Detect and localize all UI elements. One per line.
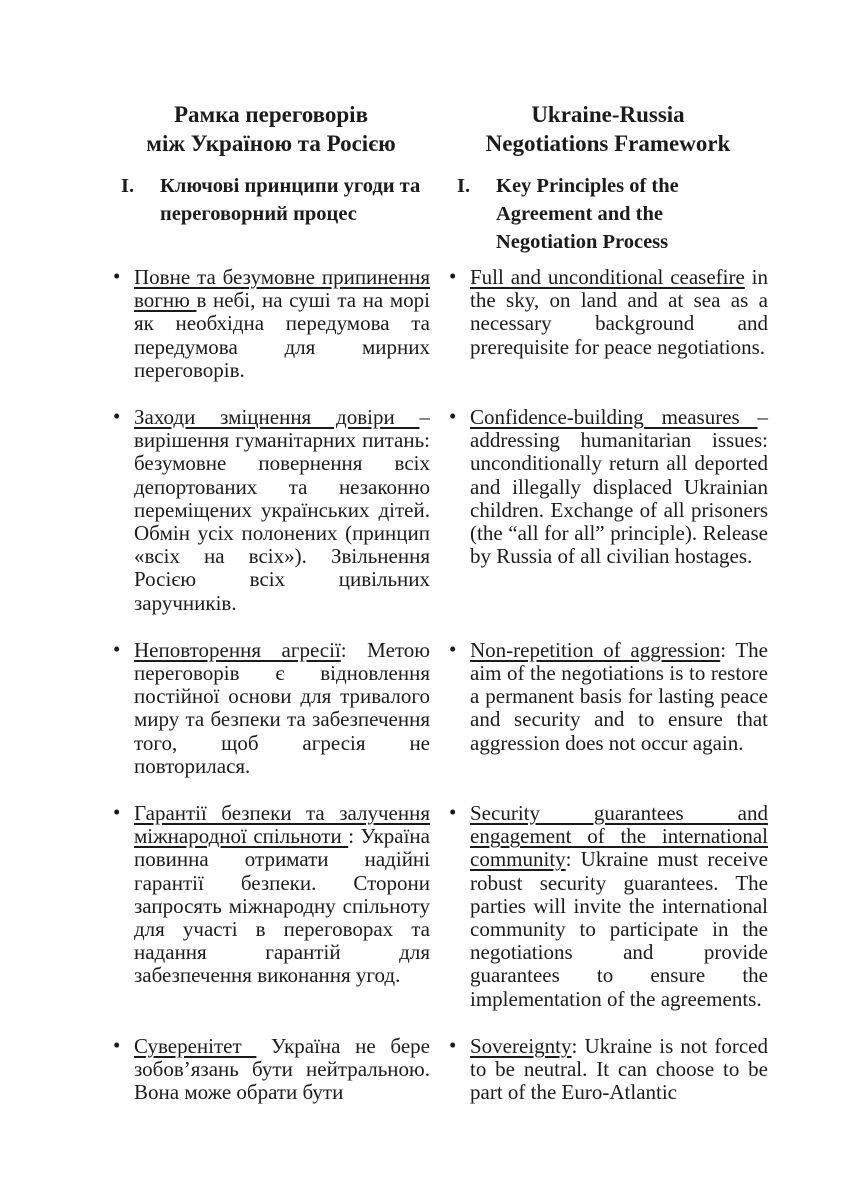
bullet-rest: in the sky, on land and at sea as a necessary background and prerequisite for peace negotiations. — [470, 265, 768, 359]
title-row — [112, 100, 768, 158]
section-title-uk-line-1: Ключові принципи угоди та — [160, 175, 421, 197]
section-heading-en — [448, 172, 768, 256]
title-uk-line-1: Рамка переговорів — [174, 102, 368, 127]
bullet-rest: : Ukraine must receive robust security guarantees. The parties will invite the international community to participate in the negotiations and provide guarantees to ensure the implementation of the agreements. — [470, 847, 768, 1011]
bullet-uk-confidence-measures — [112, 406, 430, 615]
section-title-en-line-1: Key Principles of the — [496, 175, 679, 197]
bullet-row-5 — [112, 1032, 768, 1105]
section-numeral-uk: I. — [121, 175, 135, 197]
bullet-rest: в небі, на суші та на морі як необхідна передумова та передумова для мирних переговорів. — [134, 288, 431, 382]
bullet-lead: Гарантії безпеки та залучення міжнародної спільноти — [134, 801, 430, 849]
bullet-lead: Non-repetition of aggression — [470, 637, 721, 662]
bullet-icon: • — [113, 1032, 121, 1057]
bullet-lead: Full and unconditional ceasefire — [470, 265, 745, 289]
bullet-row-4 — [112, 802, 768, 1011]
section-numeral-en: I. — [457, 175, 471, 197]
bullet-uk-non-repetition — [112, 636, 430, 778]
bullet-icon: • — [113, 404, 121, 429]
bullet-en-non-repetition — [448, 636, 768, 778]
title-en — [448, 100, 768, 158]
bullet-lead: Security guarantees and engagement of the international community — [470, 801, 768, 872]
bullet-lead: Sovereignty — [470, 1033, 572, 1058]
bullet-row-2 — [112, 406, 768, 615]
section-title-uk-line-2: переговорний процес — [160, 203, 357, 225]
bullet-icon: • — [113, 636, 121, 661]
bullet-uk-security-guarantees — [112, 802, 430, 1011]
bullet-icon: • — [113, 800, 121, 825]
document-content — [112, 100, 768, 1105]
section-heading-row — [112, 172, 768, 256]
title-uk — [112, 100, 430, 158]
bullet-rest: : Ukraine is not forced to be neutral. It can choose to be part of the Euro-Atlantic — [470, 1033, 768, 1105]
bullet-row-1 — [112, 266, 768, 382]
section-title-uk — [160, 172, 420, 256]
bullet-lead: Повне та безумовне припинення вогню — [134, 265, 430, 313]
bullet-rest: Україна не бере зобов’язань бути нейтральною. Вона може обрати бути — [134, 1033, 430, 1105]
bullet-icon: • — [449, 800, 457, 825]
title-en-line-2: Negotiations Framework — [485, 131, 731, 156]
bullet-rest: – вирішення гуманітарних питань: безумовне повернення всіх депортованих та незаконно переміщених українських дітей. Обмін усіх полонених (принцип «всіх на всіх»). Звільнення Росією всіх цивільних заручників. — [134, 405, 430, 615]
bullet-icon: • — [449, 404, 457, 429]
bullet-rest: – addressing humanitarian issues: unconditionally return all deported and illegally displaced Ukrainian children. Exchange of all prisoners (the “all for all” principle). Release by Russia of all civilian hostages. — [470, 405, 768, 569]
section-title-en — [496, 172, 679, 256]
section-title-en-line-2: Agreement and the — [496, 203, 664, 225]
bullet-lead: Суверенітет — [134, 1033, 257, 1058]
bullet-icon: • — [449, 636, 457, 661]
bullet-en-confidence-measures — [448, 406, 768, 615]
section-heading-uk — [112, 172, 430, 256]
section-title-en-line-3: Negotiation Process — [496, 231, 669, 253]
bullet-en-security-guarantees — [448, 802, 768, 1011]
bullet-lead: Неповторення агресії — [134, 637, 341, 662]
bullet-uk-sovereignty — [112, 1032, 430, 1105]
bullet-en-ceasefire — [448, 266, 768, 382]
bullet-rest: : Україна повинна отримати надійні гарантії безпеки. Сторони запросять міжнародну спільноту для участі в переговорах та надання гарантій для забезпечення виконання угод. — [134, 824, 430, 988]
bullet-icon: • — [449, 1032, 457, 1057]
bullet-lead: Заходи зміцнення довіри — [134, 405, 420, 430]
title-uk-line-2: між Україною та Росією — [146, 131, 396, 156]
bullet-rest: : Метою переговорів є відновлення постійної основи для тривалого миру та безпеки та забезпечення того, щоб агресія не повторилася. — [134, 637, 430, 778]
bullet-lead: Confidence-building measures — [470, 405, 758, 430]
bullet-en-sovereignty — [448, 1032, 768, 1105]
bullet-rest: : The aim of the negotiations is to restore a permanent basis for lasting peace and security and to ensure that aggression does not occur again. — [470, 637, 768, 755]
title-en-line-1: Ukraine-Russia — [531, 102, 685, 127]
bullet-icon: • — [449, 264, 457, 288]
bullet-icon: • — [113, 264, 121, 288]
bullet-uk-ceasefire — [112, 266, 430, 382]
bullet-row-3 — [112, 636, 768, 778]
